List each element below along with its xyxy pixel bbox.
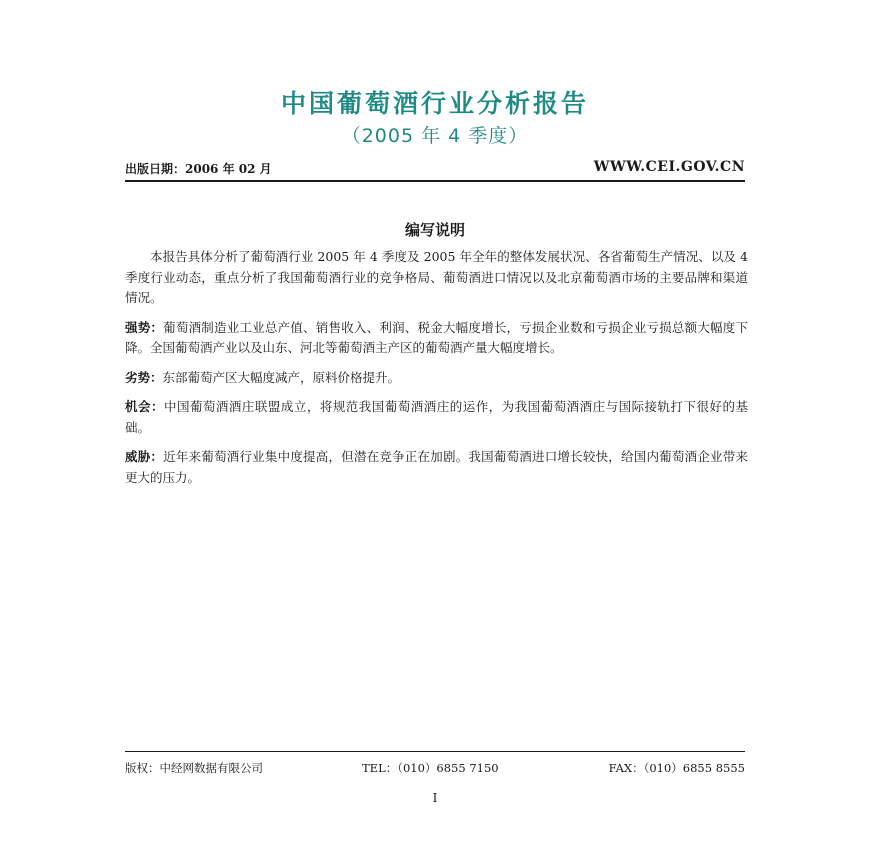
page-footer bbox=[125, 760, 745, 778]
point-text: 东部葡萄产区大幅度减产，原料价格提升。 bbox=[162, 369, 401, 385]
report-subtitle: （2005 年 4 季度） bbox=[341, 125, 529, 147]
copyright-text: 版权：中经网数据有限公司 bbox=[125, 761, 263, 775]
fax-number: FAX：（010）6855 8555 bbox=[608, 761, 745, 775]
page-number: I bbox=[432, 791, 438, 805]
point-opportunity bbox=[125, 397, 748, 438]
point-text: 近年来葡萄酒行业集中度提高，但潜在竞争正在加剧。我国葡萄酒进口增长较快，给国内葡萄酒企业带来更大的压力。 bbox=[125, 449, 748, 485]
intro-paragraph: 本报告具体分析了葡萄酒行业 2005 年 4 季度及 2005 年全年的整体发展状况、各省葡萄生产情况、以及 4 季度行业动态，重点分析了我国葡萄酒行业的竞争格局、葡萄酒进口情况以及北京葡萄酒市场的主要品牌和渠道情况。 bbox=[125, 249, 748, 305]
point-text: 中国葡萄酒酒庄联盟成立，将规范我国葡萄酒酒庄的运作，为我国葡萄酒酒庄与国际接轨打下很好的基础。 bbox=[125, 399, 748, 435]
section-body bbox=[125, 247, 748, 497]
point-strength bbox=[125, 318, 748, 359]
point-label: 威胁： bbox=[125, 449, 164, 464]
report-title: 中国葡萄酒行业分析报告 bbox=[280, 89, 589, 118]
telephone-number: TEL：（010）6855 7150 bbox=[362, 761, 499, 775]
point-label: 强势： bbox=[125, 319, 164, 335]
footer-divider bbox=[125, 751, 745, 752]
point-label: 机会： bbox=[125, 399, 164, 414]
point-text: 葡萄酒制造业工业总产值、销售收入、利润、税金大幅度增长，亏损企业数和亏损企业亏损总额大幅度下降。全国葡萄酒产业以及山东、河北等葡萄酒主产区的葡萄酒产量大幅度增长。 bbox=[125, 319, 748, 355]
publish-date: 出版日期：2006 年 02 月 bbox=[125, 162, 272, 176]
point-weakness bbox=[125, 368, 748, 389]
point-label: 劣势： bbox=[125, 369, 163, 385]
publication-info-bar bbox=[125, 158, 745, 182]
section-heading: 编写说明 bbox=[404, 221, 465, 239]
point-threat bbox=[125, 447, 748, 488]
website-url: WWW.CEI.GOV.CN bbox=[593, 159, 745, 175]
